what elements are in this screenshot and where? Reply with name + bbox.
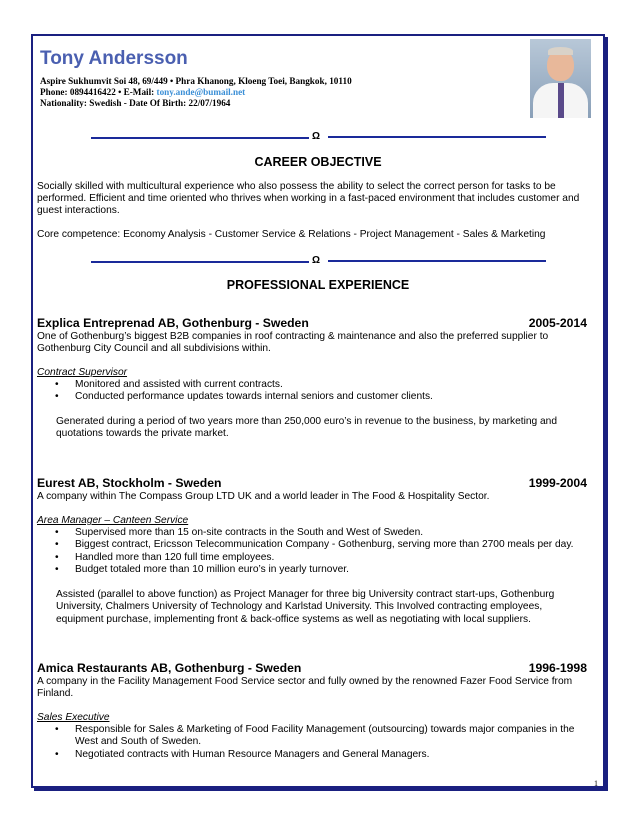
section-divider [91,131,546,144]
list-item: • Monitored and assisted with current contracts. [33,379,587,391]
company-description: One of Gothenburg’s biggest B2B companies in roof contracting & maintenance and also the preferred supplier to Gothenburg City Council and all subdivisions within. [37,331,549,355]
career-objective-text: Socially skilled with multicultural experience who also possess the ability to select the correct person for tasks to be performed. Efficient and time oriented who thrives when working in a fast-paced environment that includes customer and guest interactions. [37,181,580,217]
job-note: Generated during a period of two years more than 250,000 euro’s in revenue to the business, by marketing and quotations towards the private market. [56,416,558,440]
job-years: 1999-2004 [528,476,587,490]
page-number: 1 [594,779,598,788]
list-item: • Responsible for Sales & Marketing of Food Facility Management (outsourcing) towards major companies in the West and South of Sweden. [33,724,587,749]
job-role: Sales Executive [37,712,110,723]
list-item: • Conducted performance updates towards internal seniors and customer clients. [33,391,587,403]
omega-symbol: Ω [312,131,321,142]
job-years: 1996-1998 [528,661,587,675]
list-item: • Biggest contract, Ericsson Telecommunication Company - Gothenburg, serving more than 2700 meals per day. [33,539,587,551]
section-divider [91,255,546,268]
company-name: Explica Entreprenad AB, Gothenburg - Sweden [37,316,309,330]
company-name: Eurest AB, Stockholm - Sweden [37,476,222,490]
job-role: Contract Supervisor [37,367,128,378]
duty-list [33,724,587,761]
address-line: Aspire Sukhumvit Soi 48, 69/449 • Phra Khanong, Kloeng Toei, Bangkok, 10110 [40,76,352,86]
job-years: 2005-2014 [528,316,587,330]
company-description: A company within The Compass Group LTD UK and a world leader in The Food & Hospitality Sector. [37,491,490,502]
job-heading [37,661,587,675]
list-item: • Budget totaled more than 10 million euro’s in yearly turnover. [33,564,587,576]
omega-symbol: Ω [312,255,321,266]
job-role: Area Manager – Canteen Service [37,515,189,526]
job-heading [37,316,587,330]
phone-label: Phone: 0894416422 • E-Mail: [40,87,157,97]
duty-list [33,527,587,577]
candidate-name: Tony Andersson [40,48,188,69]
core-competence: Core competence: Economy Analysis - Customer Service & Relations - Project Management - Sales & Marketing [37,229,546,240]
list-item: • Handled more than 120 full time employees. [33,552,587,564]
job-note: Assisted (parallel to above function) as Project Manager for three big University contract start-ups, Gothenburg University, Chalmers University of Technology and Karlstad University. This Involved contracting employees, equipment purchase, implementing front & back-office systems as well as negotiating with local suppliers. [56,589,555,625]
email-link[interactable]: tony.ande@bumail.net [156,87,246,97]
list-item: • Negotiated contracts with Human Resource Managers and General Managers. [33,749,587,761]
phone-line [40,87,352,98]
profile-photo [530,39,591,118]
career-objective-title: CAREER OBJECTIVE [254,155,382,169]
experience-title: PROFESSIONAL EXPERIENCE [226,278,410,292]
company-description: A company in the Facility Management Food Service sector and fully owned by the renowned Fazer Food Service from Finland. [37,676,573,700]
nationality-line: Nationality: Swedish - Date Of Birth: 22/07/1964 [40,98,231,108]
duty-list [33,379,587,404]
contact-block [40,76,352,109]
job-heading [37,476,587,490]
company-name: Amica Restaurants AB, Gothenburg - Sweden [37,661,302,675]
list-item: • Supervised more than 15 on-site contracts in the South and West of Sweden. [33,527,587,539]
resume-page [31,34,605,788]
